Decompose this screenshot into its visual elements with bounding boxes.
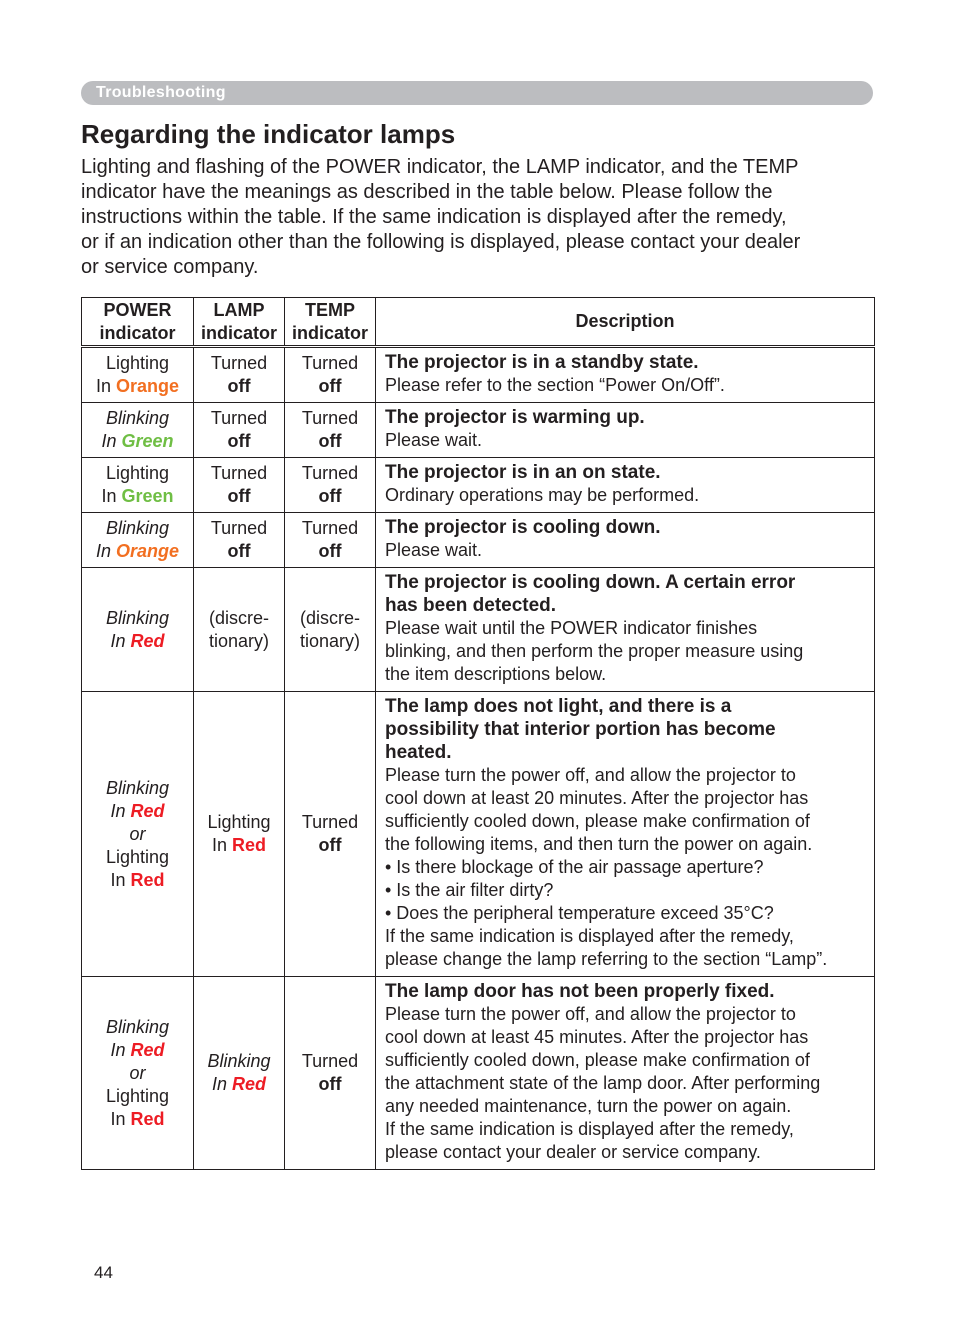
indicator-state-line bbox=[82, 1016, 193, 1039]
table-row bbox=[82, 513, 875, 568]
indicator-text: (discre- bbox=[208, 607, 269, 628]
header-temp bbox=[285, 298, 376, 347]
header-power bbox=[82, 298, 194, 347]
lamp-indicator-cell bbox=[194, 458, 285, 513]
indicator-state-line bbox=[194, 352, 284, 375]
indicator-state-line bbox=[194, 375, 284, 398]
indicator-state-line bbox=[82, 430, 193, 453]
indicator-prefix: In bbox=[95, 376, 116, 396]
description-text: If the same indication is displayed after the remedy, bbox=[385, 926, 794, 946]
table-row bbox=[82, 977, 875, 1170]
indicator-text: Turned bbox=[301, 408, 359, 428]
description-text: sufficiently cooled down, please make confirmation of bbox=[385, 1050, 810, 1070]
description-heading: heated. bbox=[385, 742, 452, 763]
indicator-state-line bbox=[82, 607, 193, 630]
indicator-state-line bbox=[194, 485, 284, 508]
indicator-color-red: Red bbox=[232, 835, 267, 855]
indicator-prefix: In bbox=[110, 869, 131, 890]
indicator-state-line bbox=[82, 352, 193, 375]
indicator-state-line bbox=[82, 777, 193, 800]
indicator-text: tionary) bbox=[208, 630, 270, 651]
table-header-row bbox=[82, 298, 875, 347]
indicator-state-line bbox=[194, 430, 284, 453]
indicator-state-line bbox=[285, 834, 375, 857]
indicator-color-red: Red bbox=[232, 1074, 267, 1094]
indicator-text: tionary) bbox=[299, 630, 361, 651]
indicator-state-line bbox=[285, 1050, 375, 1073]
indicator-color-green: Green bbox=[121, 486, 174, 506]
indicator-color-red: Red bbox=[130, 1039, 165, 1060]
indicator-state-line bbox=[285, 462, 375, 485]
indicator-state-line bbox=[285, 407, 375, 430]
header-temp-line2: indicator bbox=[291, 322, 368, 343]
indicator-text: off bbox=[318, 835, 342, 855]
indicator-text: Turned bbox=[210, 353, 268, 373]
indicator-state-line bbox=[285, 811, 375, 834]
indicator-prefix: In bbox=[211, 1074, 232, 1094]
description-text: Please refer to the section “Power On/Off”. bbox=[385, 375, 725, 395]
description-text: cool down at least 20 minutes. After the projector has bbox=[385, 788, 809, 808]
indicator-state-line bbox=[82, 517, 193, 540]
description-text: the item descriptions below. bbox=[385, 664, 607, 684]
indicator-prefix: In bbox=[95, 541, 116, 561]
indicator-color-red: Red bbox=[130, 800, 165, 821]
page-title: Regarding the indicator lamps bbox=[81, 119, 456, 149]
description-heading: The lamp door has not been properly fixed. bbox=[385, 981, 775, 1002]
indicator-prefix: In bbox=[211, 835, 232, 855]
indicator-prefix: In bbox=[110, 1108, 131, 1129]
indicator-color-orange: Orange bbox=[115, 541, 180, 561]
description-text: • Is the air filter dirty? bbox=[385, 880, 554, 900]
lamp-indicator-cell bbox=[194, 403, 285, 458]
indicator-text: Turned bbox=[301, 1051, 359, 1071]
indicator-prefix: In bbox=[101, 431, 122, 451]
indicator-state-line bbox=[194, 540, 284, 563]
page-number: 44 bbox=[94, 1263, 113, 1282]
description-text: please change the lamp referring to the section “Lamp”. bbox=[385, 949, 828, 969]
table-row bbox=[82, 458, 875, 513]
indicator-prefix: In bbox=[110, 630, 131, 651]
temp-indicator-cell bbox=[285, 568, 376, 692]
power-indicator-cell bbox=[82, 347, 194, 403]
power-indicator-cell bbox=[82, 977, 194, 1170]
description-text: cool down at least 45 minutes. After the projector has bbox=[385, 1027, 809, 1047]
description-text: Ordinary operations may be performed. bbox=[385, 485, 700, 505]
description-cell bbox=[376, 692, 875, 977]
indicator-text: Blinking bbox=[105, 777, 170, 798]
indicator-text: off bbox=[318, 1074, 342, 1094]
indicator-state-line bbox=[285, 540, 375, 563]
indicator-state-line bbox=[82, 1062, 193, 1085]
description-heading: The lamp does not light, and there is a bbox=[385, 696, 732, 717]
description-cell bbox=[376, 513, 875, 568]
indicator-text: Lighting bbox=[105, 1085, 170, 1106]
indicator-state-line bbox=[285, 485, 375, 508]
description-text: sufficiently cooled down, please make confirmation of bbox=[385, 811, 810, 831]
power-indicator-cell bbox=[82, 692, 194, 977]
indicator-color-red: Red bbox=[130, 630, 165, 651]
indicator-text: off bbox=[318, 541, 342, 561]
temp-indicator-cell bbox=[285, 458, 376, 513]
indicator-color-red: Red bbox=[130, 1108, 165, 1129]
indicator-text: Turned bbox=[301, 463, 359, 483]
description-heading: The projector is warming up. bbox=[385, 407, 645, 428]
indicator-state-line bbox=[194, 462, 284, 485]
description-cell bbox=[376, 977, 875, 1170]
indicator-state-line bbox=[82, 823, 193, 846]
description-cell bbox=[376, 403, 875, 458]
power-indicator-cell bbox=[82, 458, 194, 513]
description-text: • Is there blockage of the air passage aperture? bbox=[385, 857, 764, 877]
indicator-text: Lighting bbox=[105, 463, 170, 483]
indicator-state-line bbox=[82, 485, 193, 508]
lamp-indicator-cell bbox=[194, 692, 285, 977]
header-lamp bbox=[194, 298, 285, 347]
description-heading: The projector is in an on state. bbox=[385, 462, 661, 483]
indicator-state-line bbox=[285, 352, 375, 375]
indicator-text: Turned bbox=[210, 463, 268, 483]
indicator-state-line bbox=[82, 375, 193, 398]
indicator-color-orange: Orange bbox=[115, 376, 180, 396]
description-text: the following items, and then turn the power on again. bbox=[385, 834, 813, 854]
indicator-state-line bbox=[194, 811, 284, 834]
indicator-text: off bbox=[227, 541, 251, 561]
indicator-color-green: Green bbox=[121, 431, 174, 451]
section-label: Troubleshooting bbox=[96, 84, 226, 101]
description-cell bbox=[376, 568, 875, 692]
indicator-state-line bbox=[82, 1039, 193, 1062]
indicator-text: Turned bbox=[210, 408, 268, 428]
indicator-text: (discre- bbox=[299, 607, 360, 628]
description-text: the attachment state of the lamp door. After performing bbox=[385, 1073, 821, 1093]
header-power-line2: indicator bbox=[99, 322, 176, 343]
indicator-prefix: In bbox=[110, 1039, 131, 1060]
indicator-text: Turned bbox=[301, 518, 359, 538]
table-body bbox=[82, 347, 875, 1170]
indicator-text: off bbox=[318, 431, 342, 451]
header-lamp-line1: LAMP bbox=[213, 299, 265, 320]
indicator-text: or bbox=[129, 1062, 146, 1083]
description-text: Please wait. bbox=[385, 540, 483, 560]
indicator-text: Lighting bbox=[105, 353, 170, 373]
header-description: Description bbox=[376, 298, 875, 347]
indicator-state-line bbox=[285, 607, 375, 630]
indicator-state-line bbox=[82, 1108, 193, 1131]
indicator-text: off bbox=[318, 376, 342, 396]
power-indicator-cell bbox=[82, 513, 194, 568]
description-heading: The projector is cooling down. bbox=[385, 517, 661, 538]
indicator-text: Lighting bbox=[105, 846, 170, 867]
indicator-text: off bbox=[318, 486, 342, 506]
description-text: Please wait until the POWER indicator finishes bbox=[385, 618, 758, 638]
power-indicator-cell bbox=[82, 568, 194, 692]
indicator-color-red: Red bbox=[130, 869, 165, 890]
header-temp-line1: TEMP bbox=[304, 299, 355, 320]
description-heading: possibility that interior portion has become bbox=[385, 719, 776, 740]
indicator-state-line bbox=[82, 462, 193, 485]
indicator-text: Blinking bbox=[207, 1051, 271, 1071]
table-row bbox=[82, 568, 875, 692]
indicator-state-line bbox=[285, 430, 375, 453]
indicator-prefix: In bbox=[110, 800, 131, 821]
intro-line: Lighting and flashing of the POWER indicator, the LAMP indicator, and the TEMP bbox=[81, 156, 799, 178]
description-text: Please turn the power off, and allow the projector to bbox=[385, 1004, 796, 1024]
description-text: Please wait. bbox=[385, 430, 483, 450]
power-indicator-cell bbox=[82, 403, 194, 458]
temp-indicator-cell bbox=[285, 977, 376, 1170]
table-row bbox=[82, 692, 875, 977]
indicator-state-line bbox=[82, 869, 193, 892]
indicator-text: Blinking bbox=[105, 518, 170, 538]
indicator-prefix: In bbox=[101, 486, 122, 506]
description-cell bbox=[376, 347, 875, 403]
indicator-state-line bbox=[285, 630, 375, 653]
indicator-state-line bbox=[285, 1073, 375, 1096]
indicator-text: Turned bbox=[301, 353, 359, 373]
indicator-text: or bbox=[129, 823, 146, 844]
intro-line: or service company. bbox=[81, 256, 259, 278]
indicator-text: Blinking bbox=[105, 1016, 170, 1037]
indicator-state-line bbox=[82, 1085, 193, 1108]
header-lamp-line2: indicator bbox=[200, 322, 277, 343]
lamp-indicator-cell bbox=[194, 568, 285, 692]
indicator-state-line bbox=[194, 630, 284, 653]
description-text: blinking, and then perform the proper measure using bbox=[385, 641, 804, 661]
header-power-line1: POWER bbox=[103, 299, 172, 320]
temp-indicator-cell bbox=[285, 513, 376, 568]
section-header-bar bbox=[81, 81, 873, 105]
description-heading: The projector is in a standby state. bbox=[385, 352, 699, 373]
lamp-indicator-cell bbox=[194, 347, 285, 403]
indicator-state-line bbox=[194, 834, 284, 857]
lamp-indicator-cell bbox=[194, 513, 285, 568]
intro-line: instructions within the table. If the same indication is displayed after the remedy, bbox=[81, 206, 787, 228]
description-text: Please turn the power off, and allow the projector to bbox=[385, 765, 796, 785]
indicator-text: Turned bbox=[301, 812, 359, 832]
indicator-state-line bbox=[285, 375, 375, 398]
indicator-text: Blinking bbox=[105, 408, 170, 428]
description-text: If the same indication is displayed after the remedy, bbox=[385, 1119, 794, 1139]
indicator-state-line bbox=[82, 846, 193, 869]
description-heading: has been detected. bbox=[385, 595, 557, 616]
indicator-table bbox=[81, 297, 875, 1170]
indicator-state-line bbox=[194, 517, 284, 540]
description-text: any needed maintenance, turn the power on again. bbox=[385, 1096, 792, 1116]
intro-paragraph bbox=[81, 155, 881, 280]
indicator-state-line bbox=[194, 407, 284, 430]
description-cell bbox=[376, 458, 875, 513]
temp-indicator-cell bbox=[285, 692, 376, 977]
indicator-state-line bbox=[82, 540, 193, 563]
indicator-text: Blinking bbox=[105, 607, 170, 628]
temp-indicator-cell bbox=[285, 403, 376, 458]
indicator-text: off bbox=[227, 376, 251, 396]
temp-indicator-cell bbox=[285, 347, 376, 403]
intro-line: indicator have the meanings as described in the table below. Please follow the bbox=[81, 181, 773, 203]
description-text: please contact your dealer or service company. bbox=[385, 1142, 761, 1162]
indicator-state-line bbox=[194, 1050, 284, 1073]
indicator-text: off bbox=[227, 431, 251, 451]
table-row bbox=[82, 403, 875, 458]
lamp-indicator-cell bbox=[194, 977, 285, 1170]
indicator-state-line bbox=[194, 607, 284, 630]
table-row bbox=[82, 347, 875, 403]
description-heading: The projector is cooling down. A certain error bbox=[385, 572, 796, 593]
intro-line: or if an indication other than the following is displayed, please contact your dealer bbox=[81, 231, 801, 253]
indicator-state-line bbox=[82, 800, 193, 823]
indicator-text: Turned bbox=[210, 518, 268, 538]
indicator-state-line bbox=[194, 1073, 284, 1096]
description-text: • Does the peripheral temperature exceed 35°C? bbox=[385, 903, 774, 923]
indicator-text: Lighting bbox=[207, 812, 271, 832]
indicator-text: off bbox=[227, 486, 251, 506]
indicator-state-line bbox=[82, 630, 193, 653]
indicator-state-line bbox=[285, 517, 375, 540]
indicator-state-line bbox=[82, 407, 193, 430]
